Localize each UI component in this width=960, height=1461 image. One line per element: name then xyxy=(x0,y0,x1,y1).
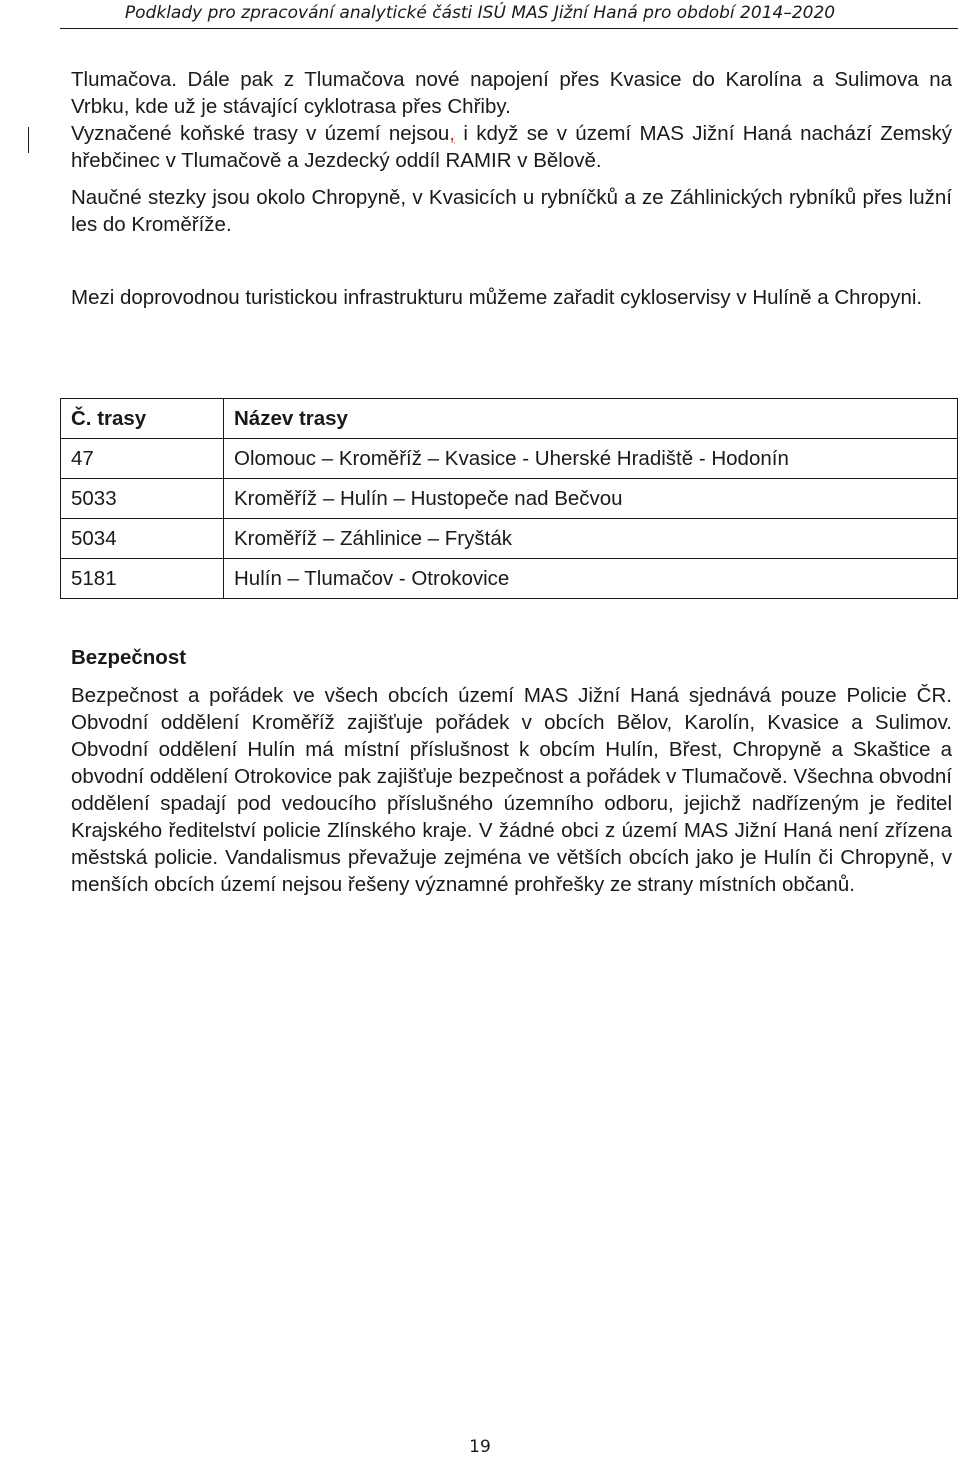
table-row xyxy=(61,479,958,519)
paragraph-infrastructure: Mezi doprovodnou turistickou infrastrukturu můžeme zařadit cykloservisy v Hulíně a Chropyni. xyxy=(71,286,923,309)
table-row xyxy=(61,519,958,559)
paragraph-safety: Bezpečnost a pořádek ve všech obcích území MAS Jižní Haná sjednává pouze Policie ČR. Obvodní oddělení Kroměříž zajišťuje pořádek v obcích Bělov, Karolín, Kvasice a Sulimov. Obvodní oddělení Hulín má místní příslušnost k obcím Hulín, Břest, Chropyně a Skaštice a obvodní oddělení Otrokovice pak zajišťuje bezpečnost a pořádek v Tlumačově. Všechna obvodní oddělení spadají pod vedoucího příslušného územního odboru, jejichž nadřízeným je ředitel Krajského ředitelství policie Zlínského kraje. V žádné obci z území MAS Jižní Haná není zřízena městská policie. Vandalismus převažuje zejména ve větších obcích jako je Hulín či Chropyně, v menších obcích území nejsou řešeny významné prohřešky ze strany místních občanů. xyxy=(71,684,952,896)
route-number: 5033 xyxy=(61,479,224,519)
paragraph-horse-trails-start: Vyznačené koňské trasy v území nejsou xyxy=(71,122,450,145)
table-header-route-number: Č. trasy xyxy=(61,399,224,439)
page-number: 19 xyxy=(469,1437,491,1457)
route-name: Olomouc – Kroměříž – Kvasice - Uherské Hradiště - Hodonín xyxy=(224,439,958,479)
route-number: 47 xyxy=(61,439,224,479)
route-number: 5034 xyxy=(61,519,224,559)
table-row xyxy=(61,559,958,599)
body-text xyxy=(71,66,952,311)
table-header-route-name: Název trasy xyxy=(224,399,958,439)
paragraph-horse-trails-end: i když se v území MAS Jižní Haná nachází Zemský hřebčinec v Tlumačově a Jezdecký oddíl RAMIR v Bělově. xyxy=(71,122,952,172)
header-divider xyxy=(60,28,958,29)
routes-table xyxy=(60,398,958,599)
paragraph-nature-trails: Naučné stezky jsou okolo Chropyně, v Kvasicích u rybníčků a ze Záhlinických rybníků přes lužní les do Kroměříže. xyxy=(71,186,952,236)
paragraph-cycle-routes: Tlumačova. Dále pak z Tlumačova nové napojení přes Kvasice do Karolína a Sulimova na Vrbku, kde už je stávající cyklotrasa přes Chřiby. xyxy=(71,68,952,118)
section-heading-safety: Bezpečnost xyxy=(71,646,187,669)
route-name: Hulín – Tlumačov - Otrokovice xyxy=(224,559,958,599)
table-row xyxy=(61,439,958,479)
table-header-row xyxy=(61,399,958,439)
page-header: Podklady pro zpracování analytické části ISÚ MAS Jižní Haná pro období 2014–2020 xyxy=(124,3,836,23)
route-name: Kroměříž – Záhlinice – Fryšták xyxy=(224,519,958,559)
paragraph-horse-trails xyxy=(71,120,952,174)
route-name: Kroměříž – Hulín – Hustopeče nad Bečvou xyxy=(224,479,958,519)
tracked-change-comma: , xyxy=(449,122,455,145)
route-number: 5181 xyxy=(61,559,224,599)
revision-bar xyxy=(28,127,29,153)
